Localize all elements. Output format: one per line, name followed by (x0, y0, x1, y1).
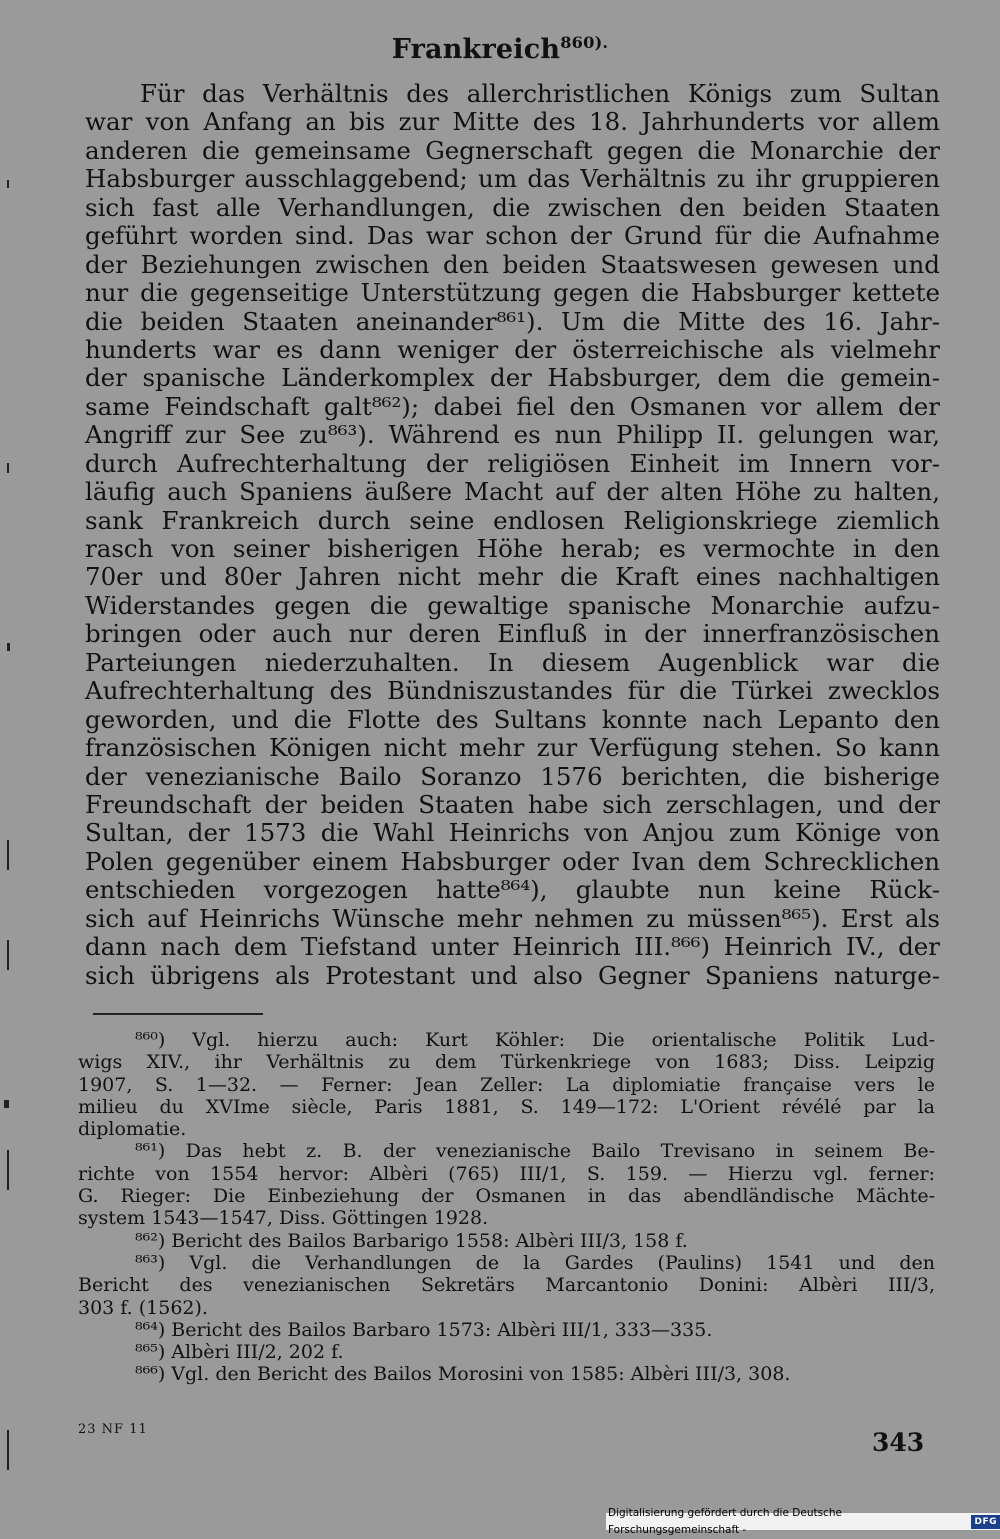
footnote-line: ⁸⁶¹) Das hebt z. B. der venezianische Bailo Trevisano in seinem Be- (135, 1140, 935, 1163)
body-line: Aufrechterhaltung des Bündniszustandes für die Türkei zwecklos (85, 676, 940, 706)
body-line: dann nach dem Tiefstand unter Heinrich III.⁸⁶⁶) Heinrich IV., der (85, 932, 940, 962)
scan-mark (7, 1430, 9, 1470)
scan-mark (7, 643, 10, 651)
footnote-line: 1907, S. 1—32. — Ferner: Jean Zeller: La diplomiatie française vers le (78, 1073, 935, 1096)
heading-title: Frankreich (391, 34, 561, 65)
page-number: 343 (872, 1428, 925, 1457)
section-heading (0, 34, 1000, 65)
footnote-line: ⁸⁶⁰) Vgl. hierzu auch: Kurt Köhler: Die orientalische Politik Lud- (135, 1029, 935, 1051)
scan-mark (7, 1150, 9, 1190)
signature-mark: 23 NF 11 (78, 1422, 148, 1437)
body-line: geworden, und die Flotte des Sultans konnte nach Lepanto den (85, 704, 940, 734)
footnote-line: system 1543—1547, Diss. Göttingen 1928. (78, 1207, 489, 1230)
body-line: hunderts war es dann weniger der österreichische als vielmehr (85, 334, 940, 364)
body-line: sank Frankreich durch seine endlosen Religionskriege ziemlich (85, 505, 940, 535)
scan-mark (7, 940, 9, 970)
body-line: anderen die gemeinsame Gegnerschaft gegen die Monarchie der (85, 135, 940, 165)
body-line: Polen gegenüber einem Habsburger oder Ivan dem Schrecklichen (85, 846, 940, 876)
body-line: sich übrigens als Protestant und also Gegner Spaniens naturge- (85, 960, 940, 990)
body-line: same Feindschaft galt⁸⁶²); dabei fiel den Osmanen vor allem der (85, 391, 940, 421)
body-line: geführt worden sind. Das war schon der Grund für die Aufnahme (85, 221, 940, 251)
body-line: Parteiungen niederzuhalten. In diesem Augenblick war die (85, 647, 940, 677)
body-line: rasch von seiner bisherigen Höhe herab; es vermochte in den (85, 534, 940, 563)
body-line: Habsburger ausschlaggebend; um das Verhältnis zu ihr gruppieren (85, 164, 940, 194)
body-line: sich fast alle Verhandlungen, die zwischen den beiden Staaten (85, 192, 940, 222)
body-line: Angriff zur See zu⁸⁶³). Während es nun Philipp II. gelungen war, (85, 420, 940, 450)
footnotes (78, 1029, 935, 1386)
footnote-line: milieu du XVIme siècle, Paris 1881, S. 149—172: L'Orient révélé par la (78, 1095, 935, 1118)
body-line: 70er und 80er Jahren nicht mehr die Kraft eines nachhaltigen (85, 562, 940, 592)
body-line: Sultan, der 1573 die Wahl Heinrichs von Anjou zum Könige von (85, 818, 940, 848)
body-line: französischen Königen nicht mehr zur Verfügung stehen. So kann (85, 733, 940, 763)
body-line: bringen oder auch nur deren Einfluß in der innerfranzösischen (85, 619, 940, 649)
body-line: läufig auch Spaniens äußere Macht auf der alten Höhe zu halten, (85, 477, 940, 507)
digitization-footer (606, 1506, 1000, 1536)
footnote-line: richte von 1554 hervor: Albèri (765) III/1, S. 159. — Hierzu vgl. ferner: (78, 1162, 935, 1185)
footnote-line: G. Rieger: Die Einbeziehung der Osmanen in das abendländische Mächte- (78, 1185, 935, 1208)
footnote-rule (93, 1013, 263, 1015)
footnote-line: ⁸⁶⁴) Bericht des Bailos Barbaro 1573: Albèri III/1, 333—335. (135, 1318, 713, 1341)
footnote-line: wigs XIV., ihr Verhältnis zu dem Türkenkriege von 1683; Diss. Leipzig (78, 1051, 935, 1074)
body-line: der spanische Länderkomplex der Habsburger, dem die gemein- (85, 363, 940, 393)
body-line: Freundschaft der beiden Staaten habe sich zerschlagen, und der (85, 789, 940, 819)
body-line: Für das Verhältnis des allerchristlichen Königs zum Sultan (140, 79, 940, 108)
body-line: sich auf Heinrichs Wünsche mehr nehmen zu müssen⁸⁶⁵). Erst als (85, 903, 940, 933)
footer-text: Digitalisierung gefördert durch die Deutsche Forschungsgemeinschaft - (608, 1506, 842, 1536)
footnote-line: ⁸⁶⁶) Vgl. den Bericht des Bailos Morosini von 1585: Albèri III/3, 308. (135, 1363, 791, 1386)
body-line: war von Anfang an bis zur Mitte des 18. Jahrhunderts vor allem (85, 107, 940, 137)
footnote-line: 303 f. (1562). (78, 1296, 208, 1319)
scan-mark (7, 840, 9, 870)
footnote-line: ⁸⁶⁵) Albèri III/2, 202 f. (135, 1341, 344, 1364)
footnote-line: diplomatie. (78, 1118, 187, 1141)
heading-footnote-ref: 860). (560, 33, 609, 52)
footnote-line: ⁸⁶²) Bericht des Bailos Barbarigo 1558: Albèri III/3, 158 f. (135, 1229, 688, 1252)
body-line: durch Aufrechterhaltung der religiösen Einheit im Innern vor- (85, 448, 940, 478)
scan-mark (4, 1100, 9, 1108)
body-line: die beiden Staaten aneinander⁸⁶¹). Um die Mitte des 16. Jahr- (85, 306, 940, 336)
body-line: entschieden vorgezogen hatte⁸⁶⁴), glaubte nun keine Rück- (85, 875, 940, 905)
dfg-logo: DFG (971, 1515, 1000, 1529)
footnote-line: Bericht des venezianischen Sekretärs Marcantonio Donini: Albèri III/3, (78, 1274, 935, 1297)
body-text (85, 80, 940, 990)
scan-mark (7, 180, 9, 188)
body-line: der Beziehungen zwischen den beiden Staatswesen gewesen und (85, 249, 940, 279)
footnote-line: ⁸⁶³) Vgl. die Verhandlungen de la Gardes (Paulins) 1541 und den (135, 1251, 935, 1274)
body-line: der venezianische Bailo Soranzo 1576 berichten, die bisherige (85, 761, 940, 791)
body-line: nur die gegenseitige Unterstützung gegen die Habsburger kettete (85, 278, 940, 308)
scan-mark (7, 463, 9, 473)
body-line: Widerstandes gegen die gewaltige spanische Monarchie aufzu- (85, 590, 940, 620)
